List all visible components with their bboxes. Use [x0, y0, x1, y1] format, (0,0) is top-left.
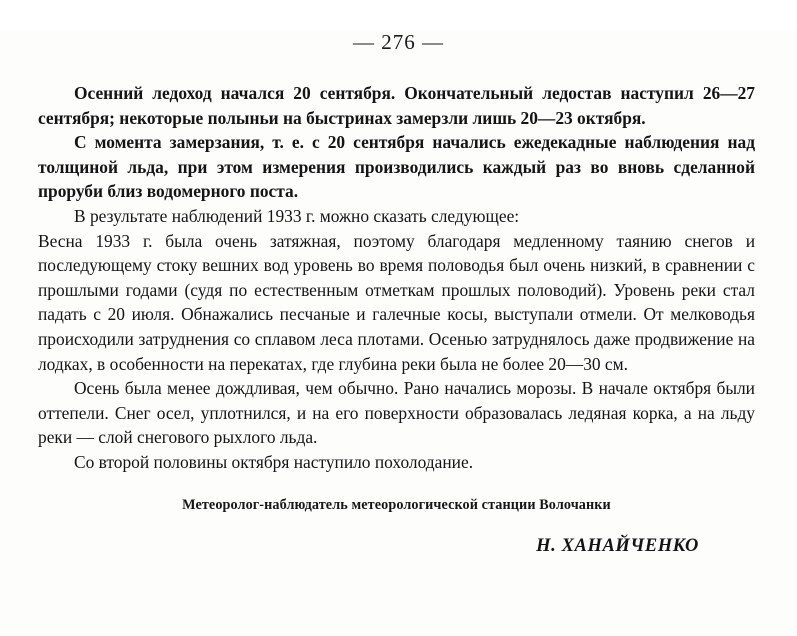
signature-name: Н. ХАНАЙЧЕНКО [536, 535, 699, 556]
paragraph-4: Весна 1933 г. была очень затяжная, поэтому благодаря медленному таянию снегов и последующему стоку вешних вод уровень во время половодья был очень низкий, в сравнении с прошлыми годами (судя по естественным отметкам прошлых половодий). Уровень реки стал падать с 20 июля. Обнажались песчаные и галечные косы, выступали отмели. От мелководья происходили затруднения со сплавом леса плотами. Осенью затруднялось даже продвижение на лодках, в особенности на перекатах, где глубина реки была не более 20—30 см. [38, 230, 755, 374]
paragraph-5: Осень была менее дождливая, чем обычно. Рано начались морозы. В начале октября были оттепели. Снег осел, уплотнился, и на его поверхности образовалась ледяная корка, а на льду реки — слой снегового рыхлого льда. [38, 378, 755, 448]
document-body [38, 81, 755, 475]
paragraph-3: В результате наблюдений 1933 г. можно сказать следующее: [74, 205, 520, 226]
signature-block [38, 497, 755, 557]
signature-role: Метеоролог-наблюдатель метеорологической станции Волочанки [182, 496, 611, 513]
paragraph-1: Осенний ледоход начался 20 сентября. Окончательный ледостав наступил 26—27 сентября; некоторые полыньи на быстринах замерзли лишь 20—23 октября. [38, 83, 755, 128]
page-number: — 276 — [353, 30, 444, 54]
paragraph-6: Со второй половины октября наступило похолодание. [74, 451, 474, 472]
document-page [0, 30, 797, 636]
paragraph-2: С момента замерзания, т. е. с 20 сентября начались ежедекадные наблюдения над толщиной льда, при этом измерения производились каждый раз во вновь сделанной проруби близ водомерного поста. [38, 132, 755, 202]
